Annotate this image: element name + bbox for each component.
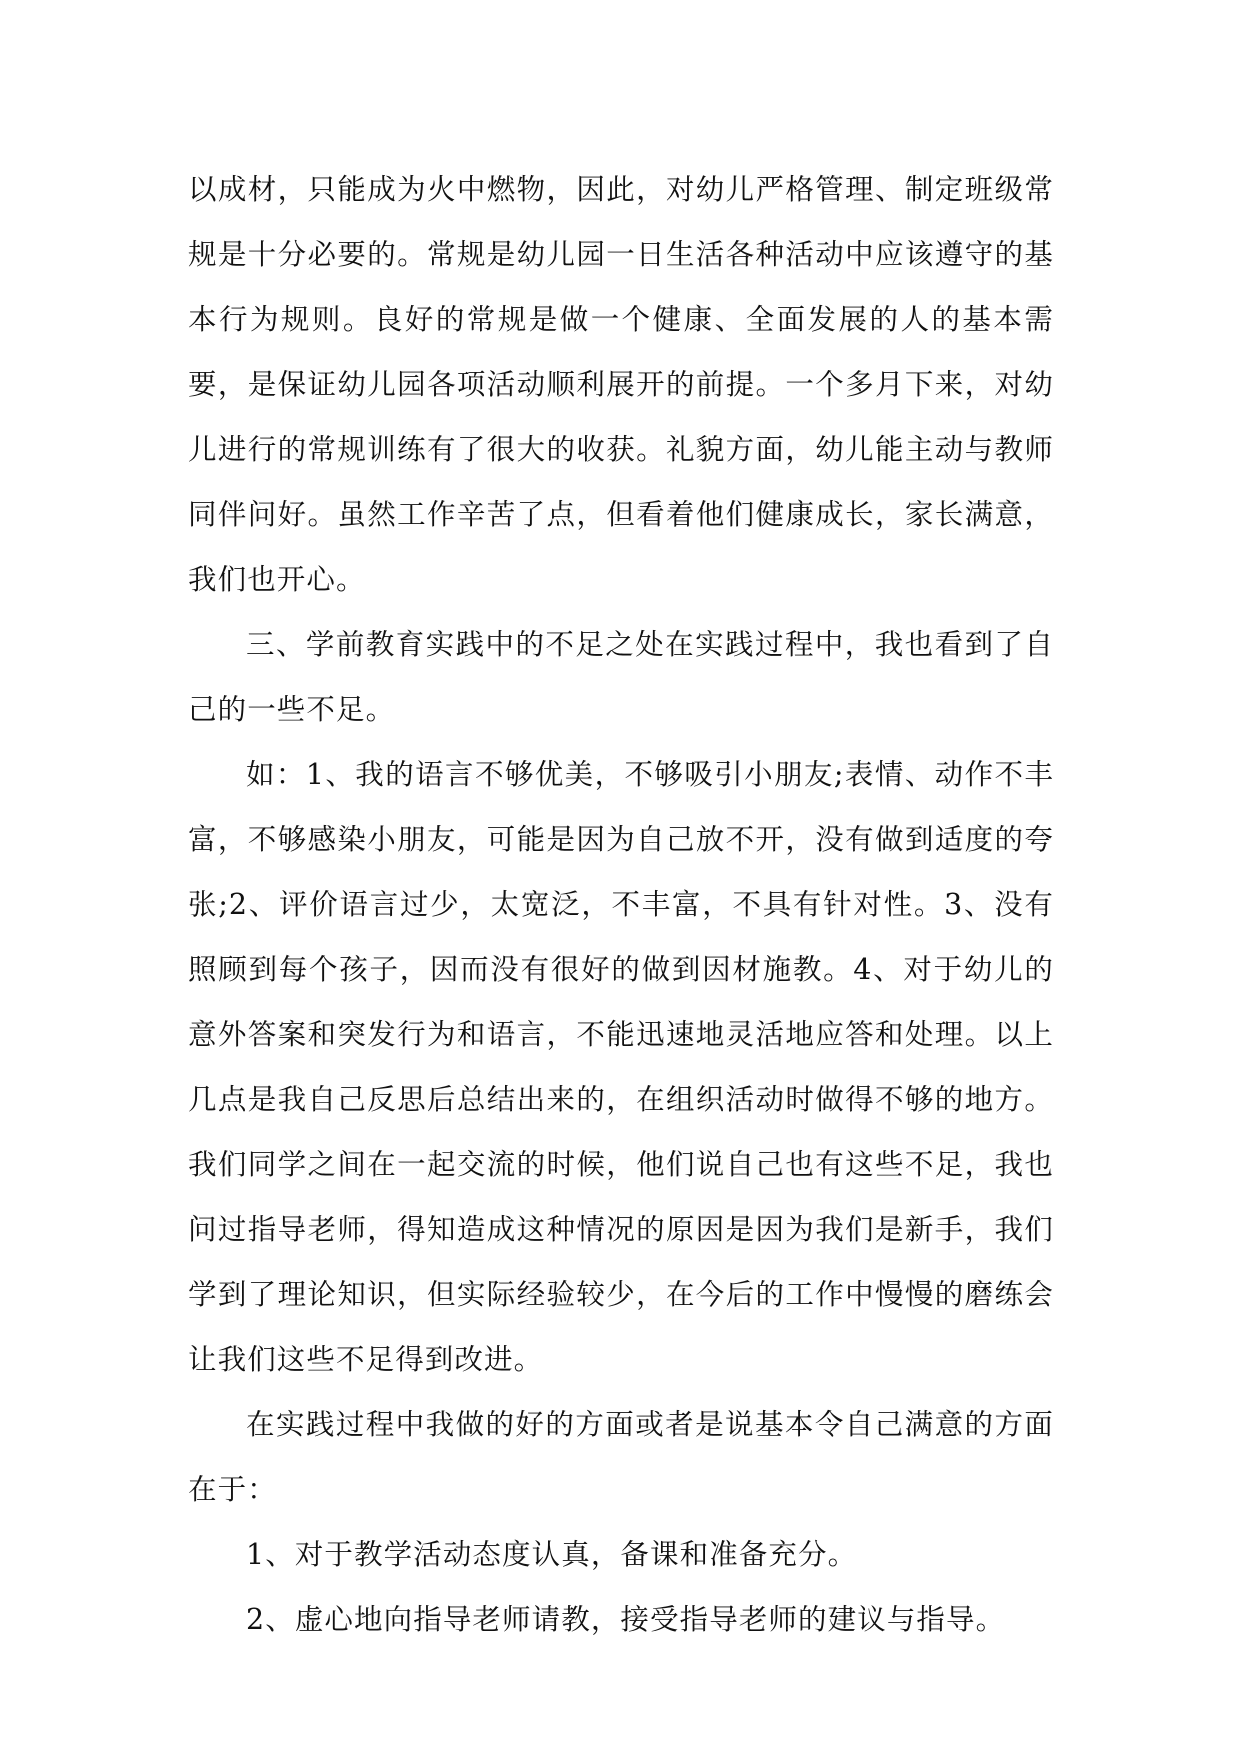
paragraph-shortcomings-list: 如：1、我的语言不够优美，不够吸引小朋友;表情、动作不丰富，不够感染小朋友，可能是因为自己放不开，没有做到适度的夸张;2、评价语言过少，太宽泛，不丰富，不具有针对性。3、没有照顾到每个孩子，因而没有很好的做到因材施教。4、对于幼儿的意外答案和突发行为和语言，不能迅速地灵活地应答和处理。以上几点是我自己反思后总结出来的，在组织活动时做得不够的地方。我们同学之间在一起交流的时候，他们说自己也有这些不足，我也问过指导老师，得知造成这种情况的原因是因为我们是新手，我们学到了理论知识，但实际经验较少，在今后的工作中慢慢的磨练会让我们这些不足得到改进。 xyxy=(188,758,1054,1376)
paragraph-strength-2: 2、虚心地向指导老师请教，接受指导老师的建议与指导。 xyxy=(246,1603,1006,1636)
paragraph-strength-1: 1、对于教学活动态度认真，备课和准备充分。 xyxy=(246,1538,858,1571)
document-body xyxy=(188,157,1054,1652)
paragraph-management-routines: 以成材，只能成为火中燃物，因此，对幼儿严格管理、制定班级常规是十分必要的。常规是幼儿园一日生活各种活动中应该遵守的基本行为规则。良好的常规是做一个健康、全面发展的人的基本需要，是保证幼儿园各项活动顺利展开的前提。一个多月下来，对幼儿进行的常规训练有了很大的收获。礼貌方面，幼儿能主动与教师同伴问好。虽然工作辛苦了点，但看着他们健康成长，家长满意，我们也开心。 xyxy=(188,173,1054,596)
paragraph-strengths-intro: 在实践过程中我做的好的方面或者是说基本令自己满意的方面在于： xyxy=(188,1408,1054,1506)
paragraph-shortcomings-heading: 三、学前教育实践中的不足之处在实践过程中，我也看到了自己的一些不足。 xyxy=(188,628,1054,726)
